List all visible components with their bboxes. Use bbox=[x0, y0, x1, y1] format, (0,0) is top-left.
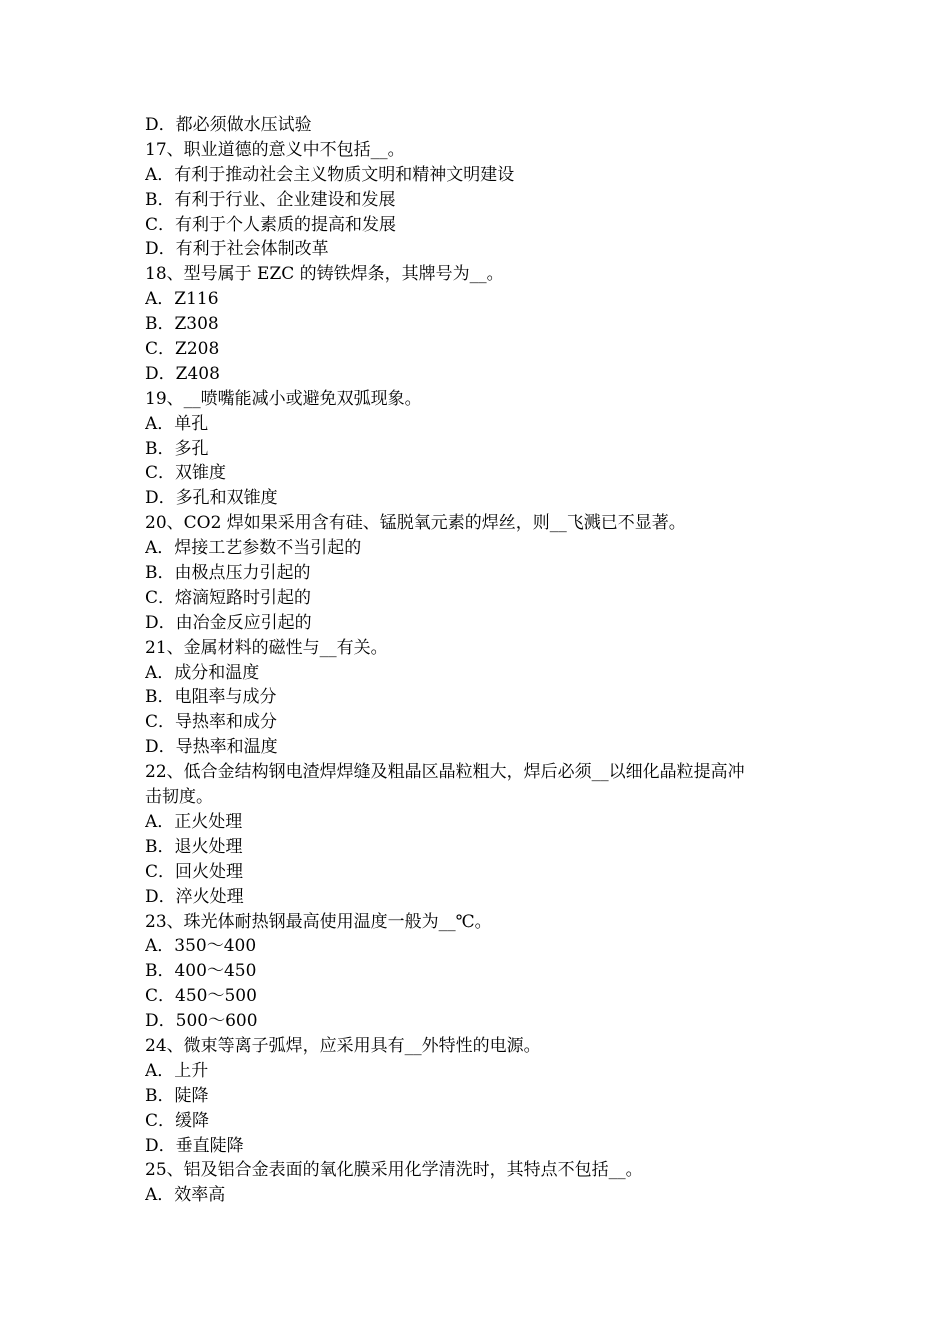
option-a-q25: A．效率高 bbox=[145, 1185, 226, 1206]
option-d-q19: D．多孔和双锥度 bbox=[145, 488, 278, 509]
question-22-continued: 击韧度。 bbox=[145, 787, 213, 808]
option-b-q21: B．电阻率与成分 bbox=[145, 687, 277, 708]
option-a-q20: A．焊接工艺参数不当引起的 bbox=[145, 538, 362, 559]
question-20: 20、CO2 焊如果采用含有硅、锰脱氧元素的焊丝，则__飞溅已不显著。 bbox=[145, 513, 686, 534]
option-d-q20: D．由冶金反应引起的 bbox=[145, 612, 312, 633]
question-22: 22、低合金结构钢电渣焊焊缝及粗晶区晶粒粗大，焊后必须__以细化晶粒提高冲 bbox=[145, 762, 745, 783]
option-b-q22: B．退火处理 bbox=[145, 836, 243, 857]
option-a-q24: A．上升 bbox=[145, 1060, 209, 1081]
question-17: 17、职业道德的意义中不包括__。 bbox=[145, 139, 405, 160]
question-24: 24、微束等离子弧焊，应采用具有__外特性的电源。 bbox=[145, 1035, 541, 1056]
option-d-q24: D．垂直陡降 bbox=[145, 1135, 244, 1156]
question-25: 25、铝及铝合金表面的氧化膜采用化学清洗时，其特点不包括__。 bbox=[145, 1160, 643, 1181]
option-c-q20: C．熔滴短路时引起的 bbox=[145, 587, 312, 608]
option-d-q16: D．都必须做水压试验 bbox=[145, 115, 312, 135]
option-c-q24: C．缓降 bbox=[145, 1110, 210, 1131]
option-c-q22: C．回火处理 bbox=[145, 861, 244, 882]
option-c-q19: C．双锥度 bbox=[145, 463, 227, 484]
option-d-q18: D．Z408 bbox=[145, 363, 220, 384]
document-body bbox=[145, 113, 815, 1208]
option-c-q23: C．450～500 bbox=[145, 986, 257, 1007]
option-c-q21: C．导热率和成分 bbox=[145, 712, 278, 733]
option-b-q19: B．多孔 bbox=[145, 438, 209, 459]
option-d-q22: D．淬火处理 bbox=[145, 886, 244, 907]
question-21: 21、金属材料的磁性与__有关。 bbox=[145, 637, 388, 658]
question-19: 19、__喷嘴能减小或避免双弧现象。 bbox=[145, 388, 422, 409]
option-d-q17: D．有利于社会体制改革 bbox=[145, 239, 329, 260]
option-a-q23: A．350～400 bbox=[145, 936, 257, 957]
option-d-q23: D．500～600 bbox=[145, 1011, 258, 1032]
option-b-q24: B．陡降 bbox=[145, 1085, 209, 1106]
option-c-q18: C．Z208 bbox=[145, 339, 220, 360]
option-d-q21: D．导热率和温度 bbox=[145, 737, 278, 758]
option-b-q20: B．由极点压力引起的 bbox=[145, 563, 311, 584]
option-a-q19: A．单孔 bbox=[145, 413, 209, 434]
question-23: 23、珠光体耐热钢最高使用温度一般为__℃。 bbox=[145, 911, 492, 932]
option-a-q17: A．有利于推动社会主义物质文明和精神文明建设 bbox=[145, 164, 515, 185]
option-c-q17: C．有利于个人素质的提高和发展 bbox=[145, 214, 397, 235]
option-b-q18: B．Z308 bbox=[145, 314, 219, 335]
option-a-q22: A．正火处理 bbox=[145, 811, 243, 832]
option-a-q18: A．Z116 bbox=[145, 289, 219, 310]
question-18: 18、型号属于 EZC 的铸铁焊条，其牌号为__。 bbox=[145, 264, 504, 285]
option-a-q21: A．成分和温度 bbox=[145, 662, 260, 683]
option-b-q17: B．有利于行业、企业建设和发展 bbox=[145, 189, 396, 210]
option-b-q23: B．400～450 bbox=[145, 961, 257, 982]
